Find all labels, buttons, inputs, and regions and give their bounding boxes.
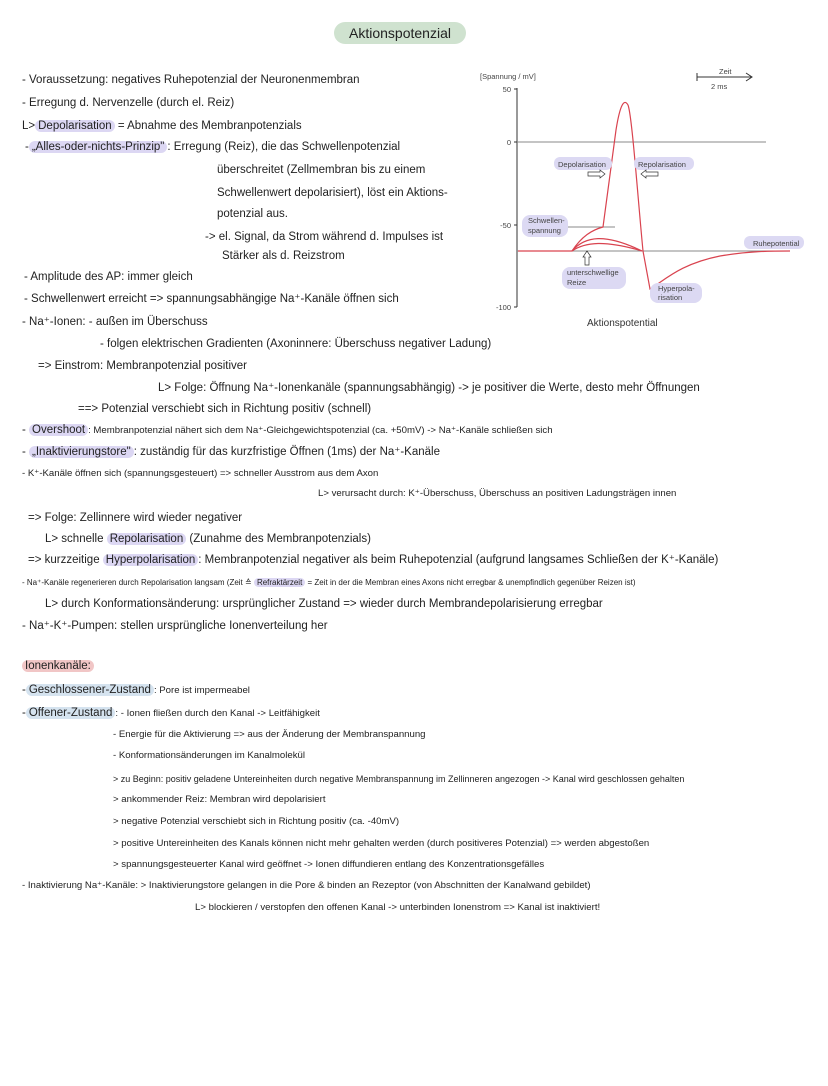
diagram-caption: Aktionspotential (587, 318, 658, 329)
note-line: - Konformationsänderungen im Kanalmolekül (113, 750, 305, 761)
note-line (22, 682, 250, 699)
text: L> schnelle (45, 533, 107, 545)
note-line (22, 422, 553, 439)
highlight-term: Hyperpolarisation (103, 554, 199, 566)
note-line: L> blockieren / verstopfen den offenen Kanal -> unterbinden Ionenstrom => Kanal ist inaktiviert! (195, 902, 601, 913)
note-line: - Amplitude des AP: immer gleich (24, 271, 193, 283)
section-heading (22, 658, 94, 674)
highlight-term: „Inaktivierungstore" (29, 446, 134, 458)
note-line: überschreitet (Zellmembran bis zu einem (217, 164, 426, 176)
text: - (22, 424, 30, 436)
note-line: > negative Potenzial verschiebt sich in Richtung positiv (ca. -40mV) (113, 816, 400, 827)
text: - (22, 446, 30, 458)
text: : Membranpotenzial nähert sich dem Na⁺-Gleichgewichtspotenzial (ca. +50mV) -> Na⁺-Kanäle schließen sich (88, 425, 553, 436)
note-line: => Einstrom: Membranpotenzial positiver (38, 360, 248, 372)
note-line (22, 444, 440, 460)
note-line: - Schwellenwert erreicht => spannungsabhängige Na⁺-Kanäle öffnen sich (24, 293, 399, 305)
text: - (25, 141, 29, 153)
note-line (45, 531, 371, 547)
note-line: - Energie für die Aktivierung => aus der Änderung der Membranspannung (113, 729, 426, 740)
subthreshold-label: Reize (567, 278, 587, 287)
note-line (22, 705, 320, 722)
arrow-right-icon (588, 170, 605, 178)
subthreshold-label: unterschwellige (567, 268, 619, 277)
highlight-term: Ionenkanäle: (22, 660, 94, 672)
highlight-term: Overshoot (29, 424, 88, 436)
text: => kurzzeitige (28, 554, 103, 566)
tick-label: -50 (500, 221, 511, 230)
note-line (22, 575, 635, 591)
arrow-up-icon (583, 251, 591, 265)
note-line: - Voraussetzung: negatives Ruhepotenzial der Neuronenmembran (22, 74, 360, 86)
tick-label: -100 (495, 303, 511, 312)
tick-label: 50 (502, 85, 511, 94)
text: : zuständig für das kurzfristige Öffnen (1ms) der Na⁺-Kanäle (133, 446, 440, 458)
note-line (25, 139, 400, 155)
text: - (22, 684, 26, 696)
note-line: L> verursacht durch: K⁺-Überschuss, Überschuss an positiven Ladungsträgen innen (318, 488, 677, 499)
repolarisation-label: Repolarisation (638, 160, 686, 169)
text: - (22, 707, 26, 719)
y-axis-label: [Spannung / mV] (480, 72, 536, 81)
voltage-curve (518, 102, 790, 289)
page-title: Aktionspotenzial (334, 22, 466, 44)
depolarisation-label: Depolarisation (558, 160, 606, 169)
note-line (28, 552, 718, 568)
note-line: -> el. Signal, da Strom während d. Impulses ist (205, 231, 444, 243)
highlight-term: Offener-Zustand (26, 707, 116, 719)
text: = Abnahme des Membranpotenzials (114, 120, 302, 132)
y-tick-0 (507, 138, 517, 147)
note-line: - Na⁺-Ionen: - außen im Überschuss (22, 316, 208, 328)
note-line (22, 118, 302, 134)
note-line: > zu Beginn: positiv geladene Untereinheiten durch negative Membranspannung im Zellinneren angezogen -> Kanal wird geschlossen gehalten (113, 774, 685, 784)
note-line: ==> Potenzial verschiebt sich in Richtung positiv (schnell) (78, 403, 372, 415)
note-line: L> Folge: Öffnung Na⁺-Ionenkanäle (spannungsabhängig) -> je positiver die Werte, desto mehr Öffnungen (158, 382, 700, 394)
hyperpolarisation-label: Hyperpola- (658, 284, 695, 293)
time-scale (697, 67, 752, 91)
text: : Pore ist impermeabel (153, 685, 250, 696)
note-line: => Folge: Zellinnere wird wieder negativer (28, 512, 243, 524)
note-line: - Inaktivierung Na⁺-Kanäle: > Inaktivierungstore gelangen in die Pore & binden an Rezeptor (von Abschnitten der Kanalwand gebildet) (22, 880, 591, 891)
action-potential-diagram (470, 60, 828, 340)
y-tick-50 (503, 85, 517, 94)
highlight-term: Refraktärzeit (254, 578, 305, 587)
hyperpolarisation-label: risation (658, 293, 683, 302)
highlight-term: „Alles-oder-nichts-Prinzip" (29, 141, 168, 153)
threshold-label: Schwellen- (528, 216, 565, 225)
time-scale-value: 2 ms (711, 82, 728, 91)
tick-label: 0 (506, 138, 511, 147)
note-line: potenzial aus. (217, 208, 288, 220)
note-line: L> durch Konformationsänderung: ursprünglicher Zustand => wieder durch Membrandepolarisierung erregbar (45, 598, 603, 610)
note-line: Stärker als d. Reizstrom (222, 250, 345, 262)
note-line: - K⁺-Kanäle öffnen sich (spannungsgesteuert) => schneller Ausstrom aus dem Axon (22, 468, 379, 479)
text: : Erregung (Reiz), die das Schwellenpotenzial (167, 141, 401, 153)
text: L> (22, 120, 36, 132)
note-line: - Erregung d. Nervenzelle (durch el. Reiz) (22, 97, 235, 109)
resting-label: Ruhepotential (753, 239, 800, 248)
highlight-term: Depolarisation (35, 120, 115, 132)
note-line: Schwellenwert depolarisiert), löst ein Aktions- (217, 187, 448, 199)
note-line: - folgen elektrischen Gradienten (Axoninnere: Überschuss negativer Ladung) (100, 338, 492, 350)
note-line: > ankommender Reiz: Membran wird depolarisiert (113, 794, 326, 805)
highlight-term: Geschlossener-Zustand (26, 684, 154, 696)
y-tick-minus100 (496, 303, 517, 312)
y-tick-minus50 (500, 221, 517, 230)
note-line: > spannungsgesteuerter Kanal wird geöffnet -> Ionen diffundieren entlang des Konzentrationsgefälles (113, 859, 545, 870)
note-line: > positive Untereinheiten des Kanals können nicht mehr gehalten werden (durch positiveres Potenzial) => werden abgestoßen (113, 838, 650, 849)
time-label: Zeit (719, 67, 732, 76)
arrow-left-icon (641, 170, 658, 178)
note-line: - Na⁺-K⁺-Pumpen: stellen ursprüngliche Ionenverteilung her (22, 620, 328, 632)
text: : Membranpotenzial negativer als beim Ruhepotenzial (aufgrund langsames Schließen der K⁺-Kanäle) (198, 554, 719, 566)
text: (Zunahme des Membranpotenzials) (186, 533, 371, 545)
text: = Zeit in der die Membran eines Axons nicht erregbar & unempfindlich gegenüber Reizen ist) (305, 578, 636, 587)
threshold-label: spannung (528, 226, 561, 235)
highlight-term: Repolarisation (107, 533, 187, 545)
text: : - Ionen fließen durch den Kanal -> Leitfähigkeit (115, 708, 320, 719)
text: - Na⁺-Kanäle regenerieren durch Repolarisation langsam (Zeit ≙ (22, 578, 254, 587)
